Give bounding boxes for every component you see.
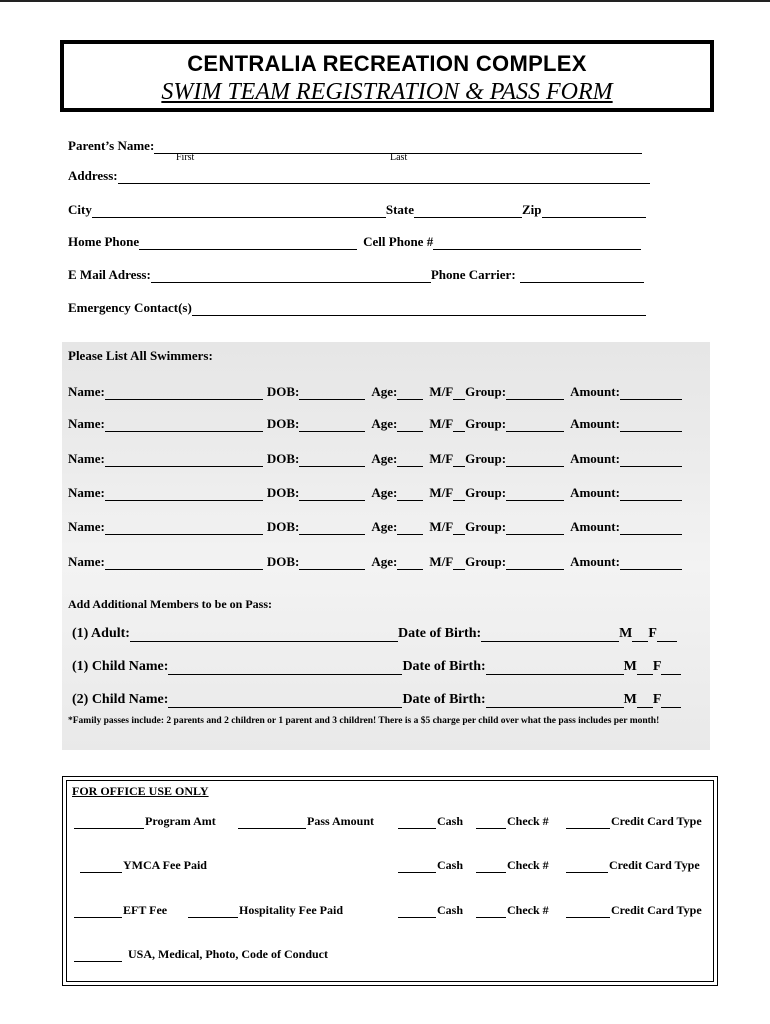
adult-f-field[interactable] [657, 627, 677, 642]
swimmer-dob-label: DOB: [266, 519, 300, 534]
credit-item-1 [566, 814, 702, 829]
child1-f-label: F [652, 659, 662, 674]
adult-dob-label: Date of Birth: [397, 626, 482, 641]
cash-field-3[interactable] [398, 905, 436, 918]
page-subtitle: SWIM TEAM REGISTRATION & PASS FORM [161, 79, 613, 105]
swimmer-name-field[interactable] [105, 520, 263, 535]
child2-m-label: M [623, 692, 637, 707]
swimmer-amount-label: Amount: [570, 451, 620, 466]
swimmer-amount-field[interactable] [620, 385, 682, 400]
swimmer-mf-field[interactable] [453, 385, 465, 400]
swimmer-group-field[interactable] [506, 417, 564, 432]
swimmer-row [68, 380, 682, 400]
child2-f-label: F [652, 692, 662, 707]
state-label: State [385, 202, 415, 217]
swimmer-amount-field[interactable] [620, 555, 682, 570]
swimmer-age-label: Age: [371, 485, 398, 500]
swimmer-name-label: Name: [68, 485, 105, 500]
swimmer-dob-label: DOB: [266, 416, 300, 431]
pass-amount-field[interactable] [238, 816, 306, 829]
swimmer-mf-label: M/F [429, 485, 454, 500]
swimmer-age-label: Age: [371, 416, 398, 431]
family-pass-note: *Family passes include: 2 parents and 2 children or 1 parent and 3 children! There is a $5 charge per child over what the pass includes per month! [68, 716, 660, 726]
swimmer-amount-label: Amount: [570, 416, 620, 431]
swimmer-name-label: Name: [68, 451, 105, 466]
child2-dob-label: Date of Birth: [402, 692, 486, 707]
city-row [68, 198, 646, 218]
pass-amount-label: Pass Amount [307, 814, 375, 828]
members-heading: Add Additional Members to be on Pass: [68, 597, 273, 611]
swimmer-name-field[interactable] [105, 417, 263, 432]
swimmer-group-field[interactable] [506, 555, 564, 570]
eft-label: EFT Fee [123, 903, 168, 917]
adult-label: (1) Adult: [72, 626, 130, 641]
child2-f-field[interactable] [661, 693, 681, 708]
credit-label-3: Credit Card Type [611, 903, 702, 917]
hospitality-item [188, 903, 343, 918]
emergency-row [68, 296, 646, 316]
ymca-item [80, 858, 207, 873]
eft-field[interactable] [74, 905, 122, 918]
ymca-label: YMCA Fee Paid [123, 858, 207, 872]
swimmer-name-label: Name: [68, 384, 105, 399]
swimmer-group-field[interactable] [506, 385, 564, 400]
check-label-2: Check # [507, 858, 549, 872]
child1-row [72, 655, 681, 675]
swimmer-mf-field[interactable] [453, 486, 465, 501]
swimmer-age-label: Age: [371, 384, 398, 399]
adult-dob-field[interactable] [481, 627, 619, 642]
zip-field[interactable] [542, 203, 646, 218]
hospitality-field[interactable] [188, 905, 238, 918]
swimmer-dob-label: DOB: [266, 384, 300, 399]
emergency-field[interactable] [192, 301, 646, 316]
swimmer-dob-field[interactable] [299, 520, 365, 535]
swimmer-mf-field[interactable] [453, 555, 465, 570]
check-item-1 [476, 814, 549, 829]
swimmer-dob-label: DOB: [266, 554, 300, 569]
swimmer-amount-label: Amount: [570, 485, 620, 500]
ymca-field[interactable] [80, 860, 122, 873]
cash-item-1 [398, 814, 463, 829]
child1-label: (1) Child Name: [72, 659, 169, 674]
address-row [68, 164, 650, 184]
swimmer-age-field[interactable] [397, 385, 423, 400]
swimmer-row [68, 550, 682, 570]
program-amt-label: Program Amt [145, 814, 216, 828]
swimmer-age-label: Age: [371, 519, 398, 534]
swimmer-mf-label: M/F [429, 384, 454, 399]
credit-item-3 [566, 903, 702, 918]
check-field-2[interactable] [476, 860, 506, 873]
home-phone-label: Home Phone [68, 234, 140, 249]
program-amt-item [74, 814, 216, 829]
swimmer-amount-label: Amount: [570, 554, 620, 569]
adult-m-field[interactable] [632, 627, 648, 642]
cell-phone-field[interactable] [433, 235, 641, 250]
swimmer-group-label: Group: [465, 554, 507, 569]
phone-row [68, 230, 641, 250]
swimmer-dob-field[interactable] [299, 417, 365, 432]
credit-label-2: Credit Card Type [609, 858, 700, 872]
top-border [0, 0, 770, 2]
swimmer-row [68, 481, 682, 501]
child1-dob-field[interactable] [486, 660, 624, 675]
pass-amount-item [238, 814, 374, 829]
swimmer-dob-field[interactable] [299, 452, 365, 467]
child2-dob-field[interactable] [486, 693, 624, 708]
check-field-1[interactable] [476, 816, 506, 829]
cash-label-3: Cash [437, 903, 464, 917]
cash-label-1: Cash [437, 814, 464, 828]
swimmer-name-field[interactable] [105, 385, 263, 400]
swimmer-group-label: Group: [465, 485, 507, 500]
swimmer-mf-field[interactable] [453, 417, 465, 432]
email-field[interactable] [151, 268, 431, 283]
swimmer-group-field[interactable] [506, 486, 564, 501]
swimmer-dob-field[interactable] [299, 555, 365, 570]
swimmer-amount-field[interactable] [620, 520, 682, 535]
swimmer-mf-label: M/F [429, 416, 454, 431]
cash-field-1[interactable] [398, 816, 436, 829]
swimmer-mf-label: M/F [429, 519, 454, 534]
adult-f-label: F [648, 626, 657, 641]
swimmer-age-field[interactable] [397, 452, 423, 467]
swimmer-group-field[interactable] [506, 520, 564, 535]
address-field[interactable] [118, 169, 650, 184]
parents-name-label: Parent’s Name: [68, 138, 155, 153]
child1-dob-label: Date of Birth: [402, 659, 486, 674]
city-field[interactable] [92, 203, 386, 218]
cash-item-3 [398, 903, 463, 918]
cash-field-2[interactable] [398, 860, 436, 873]
swimmer-amount-label: Amount: [570, 384, 620, 399]
swimmers-heading-row [68, 344, 213, 364]
swimmer-amount-field[interactable] [620, 486, 682, 501]
emergency-label: Emergency Contact(s) [68, 300, 192, 315]
adult-name-field[interactable] [130, 627, 398, 642]
usa-field[interactable] [74, 949, 122, 962]
usa-item [74, 947, 328, 962]
hospitality-label: Hospitality Fee Paid [239, 903, 343, 917]
swimmer-group-label: Group: [465, 384, 507, 399]
child2-row [72, 688, 681, 708]
check-item-2 [476, 858, 549, 873]
city-label: City [68, 202, 92, 217]
swimmer-row [68, 412, 682, 432]
swimmer-dob-field[interactable] [299, 385, 365, 400]
credit-field-3[interactable] [566, 905, 610, 918]
last-name-caption: Last [390, 152, 408, 163]
eft-item [74, 903, 167, 918]
home-phone-field[interactable] [139, 235, 357, 250]
email-label: E Mail Adress: [68, 267, 151, 282]
swimmer-mf-label: M/F [429, 451, 454, 466]
swimmer-age-label: Age: [371, 554, 398, 569]
parents-name-row [68, 134, 642, 154]
cash-item-2 [398, 858, 463, 873]
state-field[interactable] [414, 203, 522, 218]
check-field-3[interactable] [476, 905, 506, 918]
first-name-caption: First [176, 152, 195, 163]
usa-label: USA, Medical, Photo, Code of Conduct [128, 947, 328, 961]
swimmer-age-label: Age: [371, 451, 398, 466]
swimmer-mf-field[interactable] [453, 452, 465, 467]
swimmer-age-field[interactable] [397, 486, 423, 501]
swimmer-amount-label: Amount: [570, 519, 620, 534]
swimmer-dob-field[interactable] [299, 486, 365, 501]
swimmer-name-label: Name: [68, 519, 105, 534]
child2-name-field[interactable] [168, 693, 402, 708]
credit-field-2[interactable] [566, 860, 608, 873]
cell-phone-label: Cell Phone # [363, 234, 434, 249]
swimmer-amount-field[interactable] [620, 417, 682, 432]
swimmers-heading: Please List All Swimmers: [68, 348, 213, 363]
swimmer-age-field[interactable] [397, 555, 423, 570]
swimmer-age-field[interactable] [397, 520, 423, 535]
child1-f-field[interactable] [661, 660, 681, 675]
page-title: CENTRALIA RECREATION COMPLEX [187, 51, 587, 76]
swimmer-row [68, 447, 682, 467]
adult-m-label: M [619, 626, 633, 641]
credit-item-2 [566, 858, 700, 873]
swimmer-group-field[interactable] [506, 452, 564, 467]
members-heading-row [68, 592, 272, 612]
credit-label-1: Credit Card Type [611, 814, 702, 828]
carrier-label: Phone Carrier: [430, 267, 516, 282]
check-item-3 [476, 903, 549, 918]
check-label-3: Check # [507, 903, 549, 917]
swimmer-name-field[interactable] [105, 486, 263, 501]
swimmer-age-field[interactable] [397, 417, 423, 432]
cash-label-2: Cash [437, 858, 464, 872]
credit-field-1[interactable] [566, 816, 610, 829]
swimmer-name-label: Name: [68, 554, 105, 569]
swimmer-group-label: Group: [465, 519, 507, 534]
zip-label: Zip [522, 202, 542, 217]
swimmer-group-label: Group: [465, 416, 507, 431]
address-label: Address: [68, 168, 118, 183]
swimmer-row [68, 515, 682, 535]
title-box [60, 40, 714, 112]
child1-name-field[interactable] [168, 660, 402, 675]
swimmer-mf-field[interactable] [453, 520, 465, 535]
swimmer-amount-field[interactable] [620, 452, 682, 467]
swimmer-name-label: Name: [68, 416, 105, 431]
email-row [68, 263, 644, 283]
swimmer-mf-label: M/F [429, 554, 454, 569]
swimmer-group-label: Group: [465, 451, 507, 466]
child1-m-field[interactable] [637, 660, 653, 675]
swimmer-dob-label: DOB: [266, 485, 300, 500]
swimmer-name-field[interactable] [105, 452, 263, 467]
carrier-field[interactable] [520, 268, 644, 283]
check-label-1: Check # [507, 814, 549, 828]
child2-label: (2) Child Name: [72, 692, 169, 707]
program-amt-field[interactable] [74, 816, 144, 829]
swimmer-dob-label: DOB: [266, 451, 300, 466]
swimmer-name-field[interactable] [105, 555, 263, 570]
child1-m-label: M [623, 659, 637, 674]
office-use-heading: FOR OFFICE USE ONLY [72, 784, 209, 798]
child2-m-field[interactable] [637, 693, 653, 708]
adult-row [72, 622, 677, 642]
